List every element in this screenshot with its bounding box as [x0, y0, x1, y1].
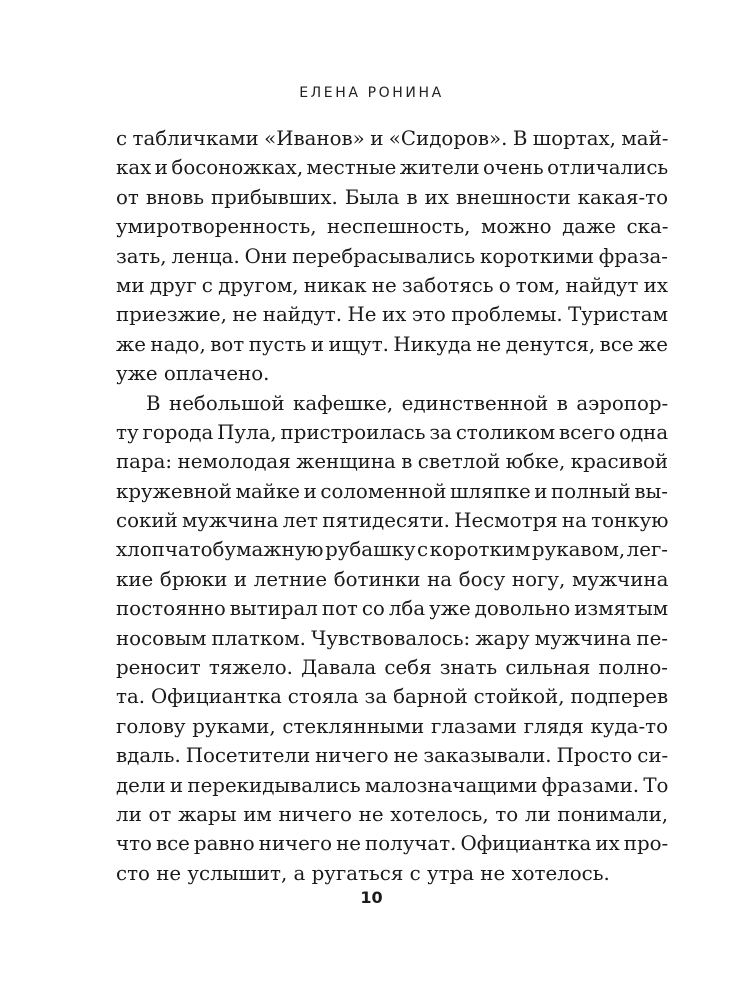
- text-line: та. Официантка стояла за барной стойкой, подперев: [116, 685, 669, 709]
- text-line: голову руками, стеклянными глазами глядя куда-то: [116, 714, 668, 738]
- text-line: с табличками «Иванов» и «Сидоров». В шортах, май-: [116, 127, 669, 150]
- text-line: ту города Пула, пристроилась за столиком всего одна: [116, 420, 669, 444]
- text-line: кие брюки и летние ботинки на босу ногу, мужчина: [116, 567, 669, 591]
- text-line: дели и перекидывались малозначащими фразами. То: [116, 773, 669, 797]
- text-line: сокий мужчина лет пятидесяти. Несмотря на тонкую: [116, 509, 669, 533]
- text-line: В небольшой кафешке, единственной в аэропор-: [146, 391, 669, 415]
- text-line: хлопчатобумажную рубашку с коротким рукавом, лег-: [116, 538, 668, 562]
- text-line: зать, ленца. Они перебрасывались короткими фраза-: [116, 244, 668, 268]
- text-line: пара: немолодая женщина в светлой юбке, красивой: [116, 450, 669, 474]
- paragraph-2: [116, 389, 668, 889]
- text-line: ках и босоножках, местные жители очень отличались: [116, 156, 669, 180]
- text-line: же надо, вот пусть и ищут. Никуда не денутся, все же: [116, 332, 668, 356]
- text-line: носовым платком. Чувствовалось: жару мужчина пе-: [116, 626, 668, 650]
- text-line: что все равно ничего не получат. Официантка их про-: [116, 832, 669, 856]
- text-line: уже оплачено.: [116, 362, 270, 386]
- body-text: [116, 124, 668, 888]
- text-line: сто не услышит, а ругаться с утра не хотелось.: [116, 861, 610, 885]
- paragraph-1: [116, 124, 668, 389]
- text-line: ми друг с другом, никак не заботясь о том, найдут их: [116, 273, 668, 297]
- text-line: приезжие, не найдут. Не их это проблемы. Туристам: [116, 303, 668, 327]
- text-line: постоянно вытирал пот со лба уже довольно измятым: [116, 597, 669, 621]
- text-line: кружевной майке и соломенной шляпке и полный вы-: [116, 479, 668, 503]
- page-number: 10: [360, 888, 383, 907]
- text-line: от вновь прибывших. Была в их внешности какая-то: [116, 185, 669, 209]
- text-line: реносит тяжело. Давала себя знать сильная полно-: [116, 656, 668, 680]
- text-line: умиротворенность, неспешность, можно даже ска-: [116, 215, 669, 239]
- running-head-author: ЕЛЕНА РОНИНА: [299, 85, 444, 101]
- text-line: вдаль. Посетители ничего не заказывали. Просто си-: [116, 744, 669, 768]
- text-line: ли от жары им ничего не хотелось, то ли понимали,: [116, 802, 669, 826]
